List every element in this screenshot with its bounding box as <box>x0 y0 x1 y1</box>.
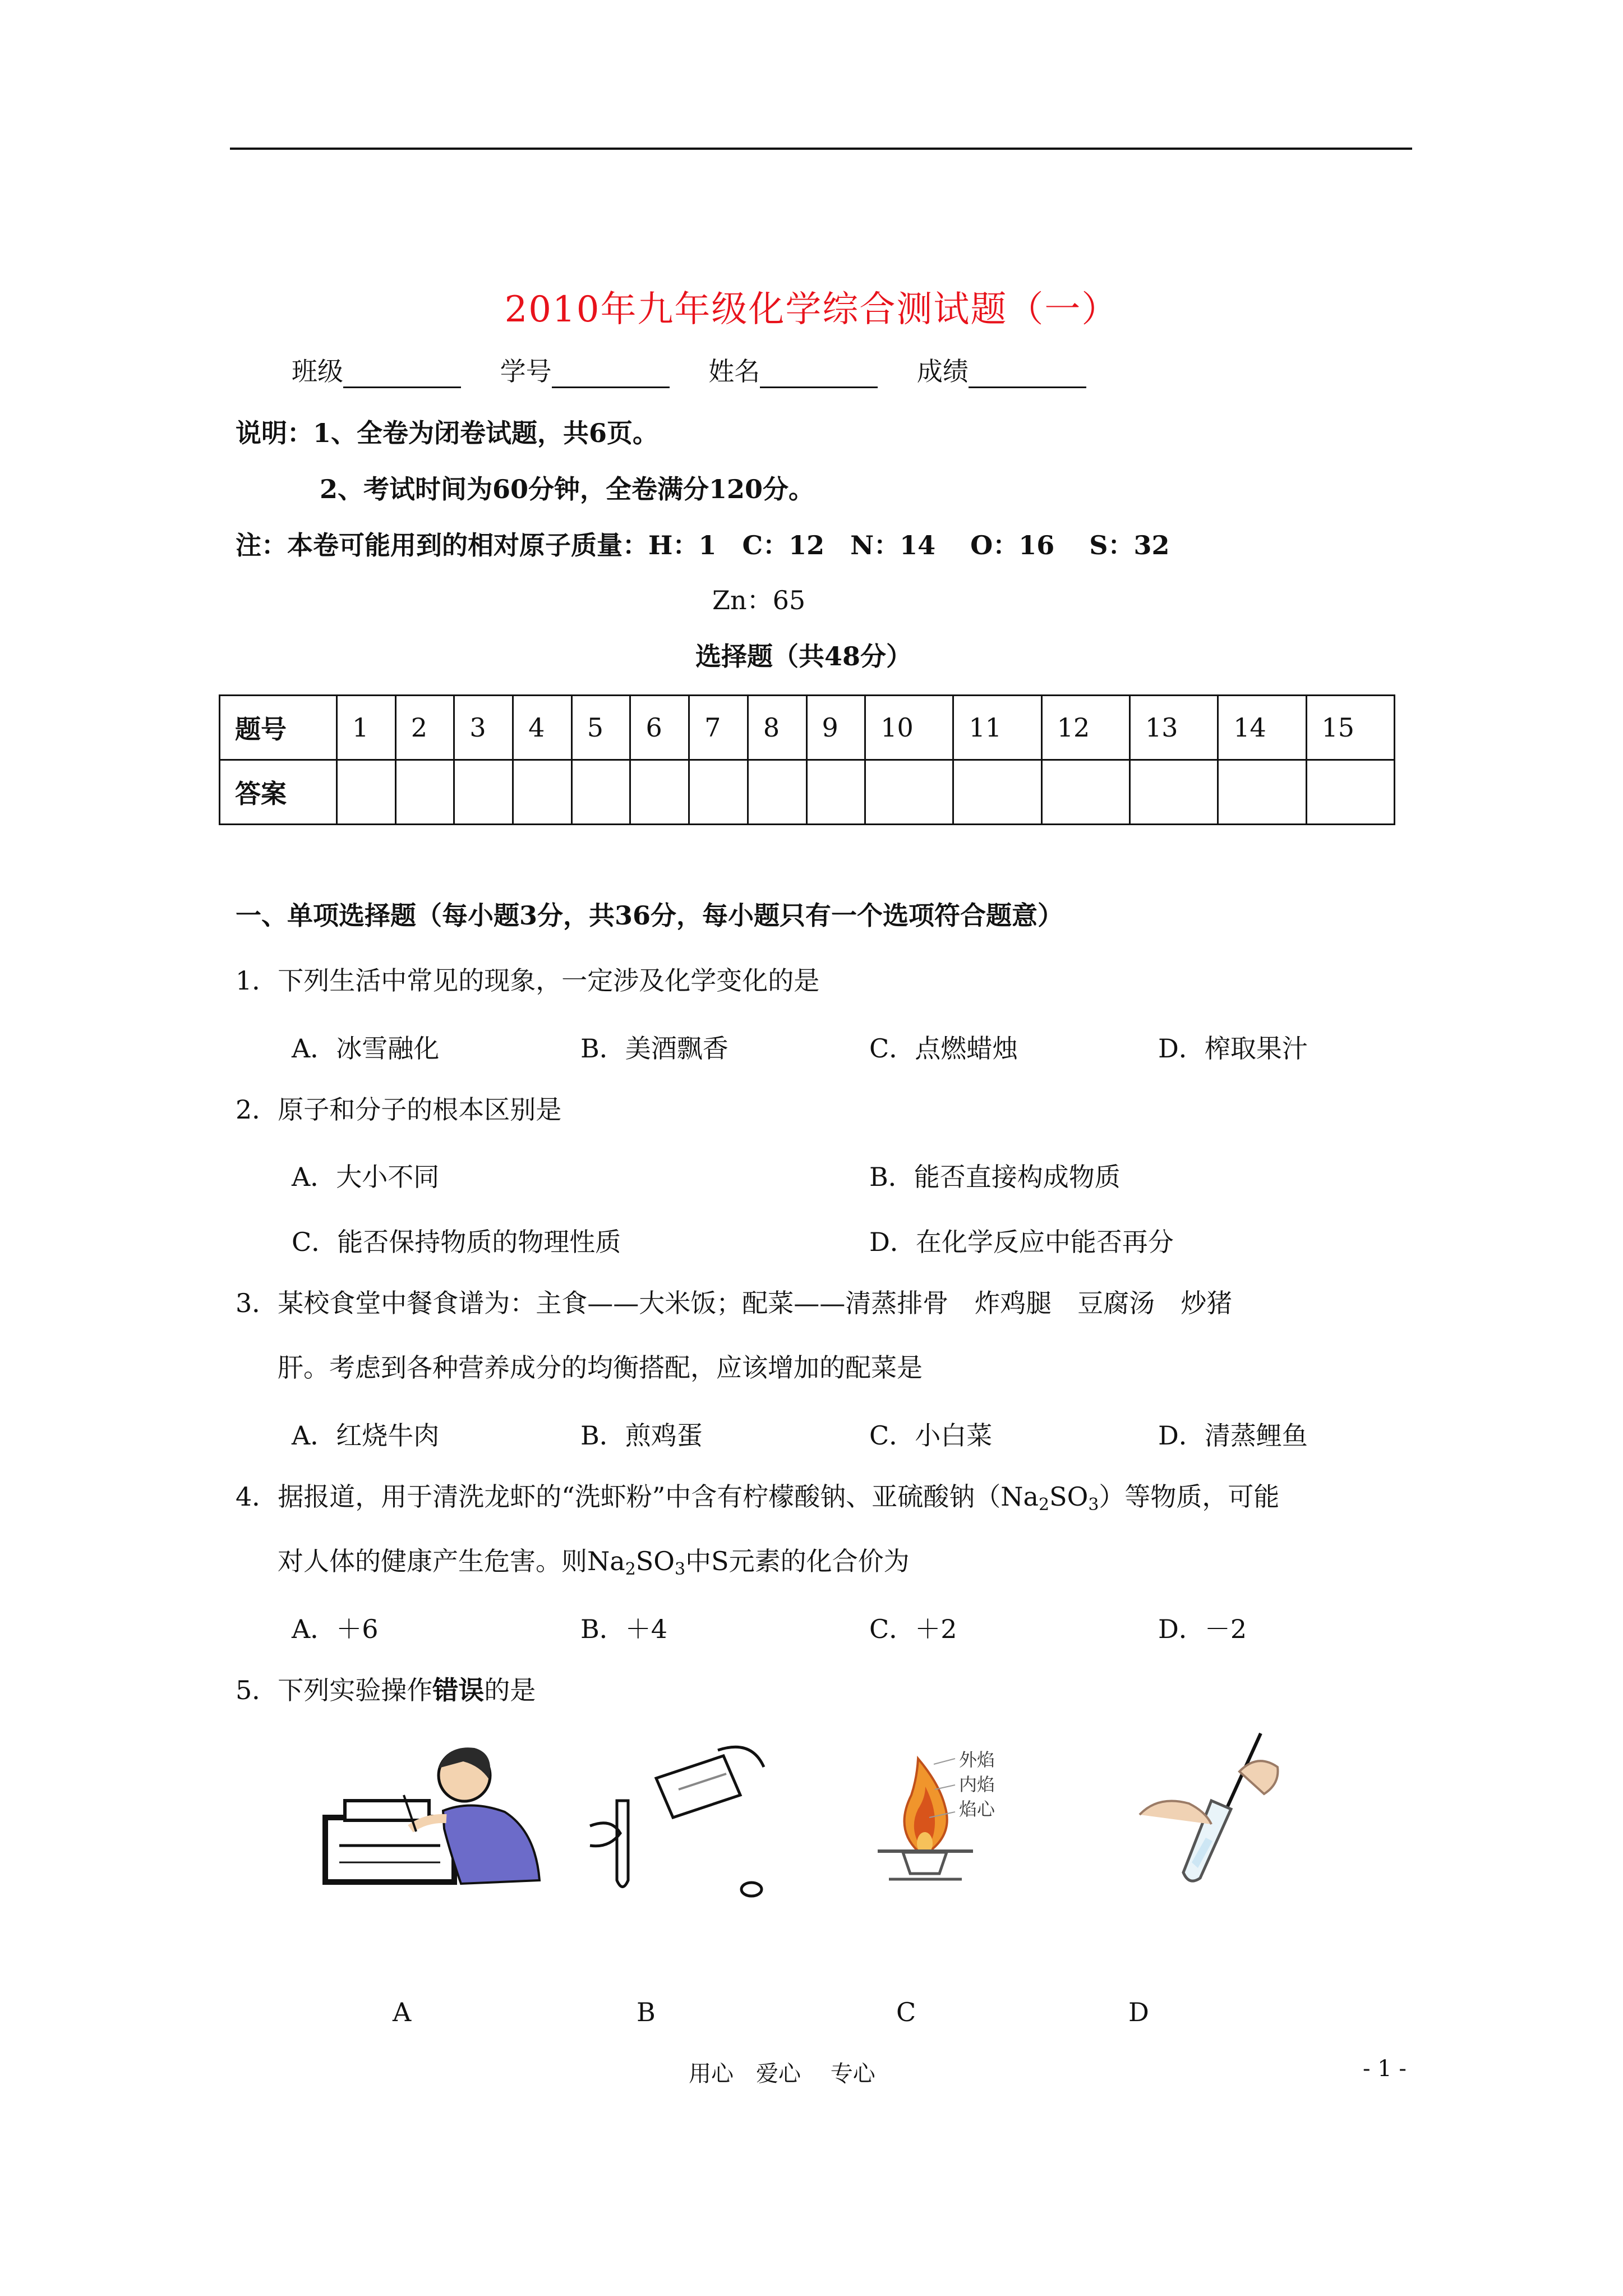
row-label-numbers: 题号 <box>220 696 337 760</box>
note-line-2: 2、考试时间为60分钟，全卷满分120分。 <box>320 474 815 504</box>
qnum-cell: 5 <box>571 696 630 760</box>
q2-option-b: B．能否直接构成物质 <box>869 1162 1121 1192</box>
answer-table <box>219 694 1395 825</box>
qnum-cell: 3 <box>454 696 513 760</box>
footer-motto: 用心 爱心 专心 <box>689 2061 875 2087</box>
subscript: 2 <box>625 1559 636 1579</box>
answer-cell[interactable] <box>630 760 689 825</box>
subscript: 3 <box>675 1559 686 1579</box>
q3-option-c: C．小白菜 <box>869 1420 993 1451</box>
qnum-cell: 2 <box>395 696 454 760</box>
subscript: 3 <box>1088 1495 1099 1515</box>
q1-option-d: D．榨取果汁 <box>1158 1033 1308 1064</box>
answer-cell[interactable] <box>689 760 748 825</box>
question-1-stem: 1．下列生活中常见的现象，一定涉及化学变化的是 <box>236 965 820 996</box>
figure-label-c: C <box>896 1997 916 2027</box>
question-4-stem-line-1 <box>236 1480 1279 1522</box>
qnum-cell: 1 <box>337 696 396 760</box>
figure-c-flame-illustration <box>855 1733 1046 1902</box>
q1-option-c: C．点燃蜡烛 <box>869 1033 1018 1064</box>
figure-d-dropper-illustration <box>1127 1728 1295 1890</box>
field-name-blank[interactable] <box>760 362 878 388</box>
figure-a-smelling-illustration <box>320 1733 555 1902</box>
question-number-row <box>220 696 1395 760</box>
q5-emphasis: 错误 <box>432 1675 485 1705</box>
note-line-4: Zn：65 <box>712 585 806 615</box>
q1-option-a: A．冰雪融化 <box>292 1033 440 1064</box>
q5-text: 5．下列实验操作 <box>236 1675 433 1705</box>
field-class-label: 班级 <box>292 356 343 386</box>
field-number-blank[interactable] <box>552 362 670 388</box>
page-number: - 1 - <box>1363 2056 1407 2082</box>
answer-cell[interactable] <box>865 760 953 825</box>
question-5-stem <box>236 1673 536 1707</box>
field-number-label: 学号 <box>500 356 552 386</box>
field-score-blank[interactable] <box>969 362 1086 388</box>
qnum-cell: 7 <box>689 696 748 760</box>
figure-b-pouring-illustration <box>583 1733 768 1902</box>
flame-labels <box>959 1747 995 1821</box>
question-3-stem-line-1: 3．某校食堂中餐食谱为：主食——大米饭；配菜——清蒸排骨 炸鸡腿 豆腐汤 炒猪 <box>236 1288 1233 1318</box>
question-3-stem-line-2: 肝。考虑到各种营养成分的均衡搭配，应该增加的配菜是 <box>278 1352 923 1383</box>
q4-option-b: B．＋4 <box>580 1614 668 1644</box>
answer-cell[interactable] <box>806 760 865 825</box>
answer-cell[interactable] <box>513 760 572 825</box>
figure-label-a: A <box>393 1997 412 2027</box>
q4-text: ）等物质，可能 <box>1099 1481 1280 1512</box>
qnum-cell: 14 <box>1218 696 1306 760</box>
qnum-cell: 8 <box>748 696 806 760</box>
qnum-cell: 4 <box>513 696 572 760</box>
qnum-cell: 6 <box>630 696 689 760</box>
q2-option-c: C．能否保持物质的物理性质 <box>292 1227 621 1257</box>
qnum-cell: 15 <box>1306 696 1394 760</box>
q3-option-a: A．红烧牛肉 <box>292 1420 440 1451</box>
qnum-cell: 10 <box>865 696 953 760</box>
field-class-blank[interactable] <box>343 362 461 388</box>
row-label-answers: 答案 <box>220 760 337 825</box>
q3-option-b: B．煎鸡蛋 <box>580 1420 703 1451</box>
inner-flame-label: 内焰 <box>959 1774 995 1795</box>
field-name-label: 姓名 <box>708 356 760 386</box>
header-rule <box>230 148 1412 150</box>
q4-option-a: A．＋6 <box>292 1614 379 1644</box>
figure-label-b: B <box>637 1997 656 2027</box>
answer-cell[interactable] <box>1129 760 1218 825</box>
answer-cell[interactable] <box>337 760 396 825</box>
q4-option-c: C．＋2 <box>869 1614 957 1644</box>
qnum-cell: 12 <box>1041 696 1129 760</box>
q4-text: 对人体的健康产生危害。则Na <box>278 1546 625 1576</box>
flame-core-label: 焰心 <box>959 1798 995 1820</box>
outer-flame-label: 外焰 <box>959 1749 995 1770</box>
answer-cell[interactable] <box>1218 760 1306 825</box>
qnum-cell: 11 <box>953 696 1041 760</box>
answer-cell[interactable] <box>1041 760 1129 825</box>
q1-option-b: B．美酒飘香 <box>580 1033 728 1064</box>
field-score-label: 成绩 <box>916 356 969 386</box>
answer-table-caption: 选择题（共48分） <box>695 641 912 671</box>
q4-text: 4．据报道，用于清洗龙虾的“洗虾粉”中含有柠檬酸钠、亚硫酸钠（Na <box>236 1481 1039 1512</box>
q5-text: 的是 <box>484 1675 536 1705</box>
section-title: 一、单项选择题（每小题3分，共36分，每小题只有一个选项符合题意） <box>236 900 1064 931</box>
answer-row <box>220 760 1395 825</box>
q2-option-a: A．大小不同 <box>292 1162 440 1192</box>
qnum-cell: 13 <box>1129 696 1218 760</box>
q4-text: SO <box>1049 1481 1089 1512</box>
answer-cell[interactable] <box>454 760 513 825</box>
question-4-stem-line-2 <box>278 1544 910 1586</box>
answer-cell[interactable] <box>748 760 806 825</box>
q3-option-d: D．清蒸鲤鱼 <box>1158 1420 1308 1451</box>
answer-cell[interactable] <box>1306 760 1394 825</box>
question-2-stem: 2．原子和分子的根本区别是 <box>236 1094 562 1125</box>
student-info-line <box>292 355 1117 388</box>
q4-option-d: D．－2 <box>1158 1614 1247 1644</box>
note-line-1: 说明：1、全卷为闭卷试题，共6页。 <box>236 418 659 448</box>
subscript: 2 <box>1038 1495 1050 1515</box>
atomic-mass-note: 注：本卷可能用到的相对原子质量：H：1 C：12 N：14 O：16 S：32 <box>236 530 1170 560</box>
page-title: 2010年九年级化学综合测试题（一） <box>504 289 1119 330</box>
q2-option-d: D．在化学反应中能否再分 <box>869 1227 1174 1257</box>
qnum-cell: 9 <box>806 696 865 760</box>
figure-label-d: D <box>1128 1997 1149 2027</box>
answer-cell[interactable] <box>395 760 454 825</box>
answer-cell[interactable] <box>571 760 630 825</box>
q4-text: 中S元素的化合价为 <box>685 1546 910 1576</box>
q4-text: SO <box>635 1546 675 1576</box>
note-line-3 <box>236 528 1170 562</box>
answer-cell[interactable] <box>953 760 1041 825</box>
